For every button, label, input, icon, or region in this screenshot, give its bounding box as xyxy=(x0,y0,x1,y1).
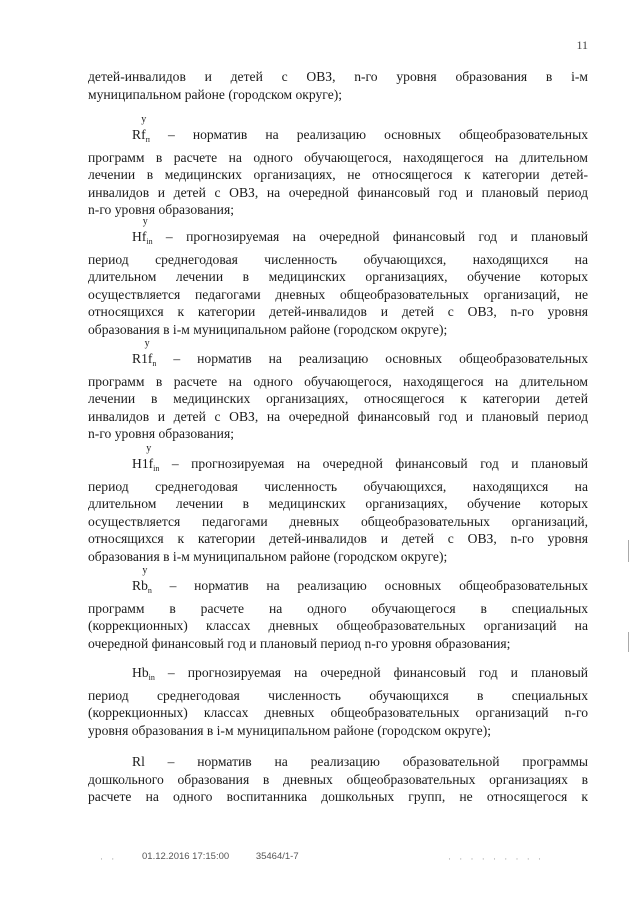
text-line: осуществляется педагогами дневных общеобразовательных организаций, не xyxy=(88,286,588,302)
text-line: расчете на одного воспитанника дошкольных групп, не относящегося к xyxy=(88,789,588,805)
text-line: относящихся к категории детей-инвалидов и детей с ОВЗ, n-го уровня xyxy=(88,304,588,320)
text-line: образования в i-м муниципальном районе (городском округе); xyxy=(88,321,448,337)
formula-symbol: Rl xyxy=(132,754,145,769)
text-line: период среднегодовая численность обучающихся в специальных xyxy=(88,687,588,703)
text-line: лечении в медицинских организациях, относящегося к категории детей xyxy=(88,391,588,407)
formula-symbol: $Hb_{in}$ xyxy=(132,665,155,682)
text-line: (коррекционных) классах дневных общеобразовательных организаций n-го xyxy=(88,705,588,721)
scan-dots-left: · · xyxy=(100,854,118,864)
definition-rf xyxy=(88,114,588,219)
formula-symbol: $H1f_{in}$ у xyxy=(132,443,160,473)
text-line: инвалидов и детей с ОВЗ, на очередной финансовый год и плановый период xyxy=(88,184,588,200)
definition-r1f xyxy=(88,338,588,443)
definition-first-line: $Hf_{in}$ у – прогнозируемая на очередной финансовый год и плановый xyxy=(88,228,588,251)
definition-rl xyxy=(88,753,588,806)
text-line: лечении в медицинских организациях, не относящегося к категории детей- xyxy=(88,167,588,183)
text-line: n-го уровня образования; xyxy=(88,202,234,218)
paragraph-continuation xyxy=(88,68,588,103)
margin-scan-mark xyxy=(628,632,629,652)
text-line: муниципальном районе (городском округе); xyxy=(88,86,343,102)
text-line: относящихся к категории детей-инвалидов и детей с ОВЗ, n-го уровня xyxy=(88,531,588,547)
text-line: образования в i-м муниципальном районе (городском округе); xyxy=(88,548,448,564)
text-line: очередной финансовый год и плановый период n-го уровня образования; xyxy=(88,635,511,651)
text-line: программ в расчете на одного обучающегося, находящегося на длительном xyxy=(88,373,588,389)
scan-dots-right: · · · · · · · · · xyxy=(448,854,544,864)
definition-first-line: $R1f_n$ у – норматив на реализацию основных общеобразовательных xyxy=(88,350,588,373)
formula-symbol: $Hf_{in}$ у xyxy=(132,216,153,246)
text-line: n-го уровня образования; xyxy=(88,426,234,442)
text-line: период среднегодовая численность обучающихся, находящихся на xyxy=(88,251,588,267)
page-number: 11 xyxy=(576,38,588,52)
definition-first-line: $Rb_n$ у – норматив на реализацию основных общеобразовательных xyxy=(88,577,588,600)
definition-hb xyxy=(88,664,588,739)
definition-first-line: $Rf_п$ у – норматив на реализацию основных общеобразовательных xyxy=(88,126,588,149)
text-line: длительном лечении в медицинских организациях, обучение которых xyxy=(88,496,588,512)
text-line: дошкольного образования в дневных общеобразовательных организациях в xyxy=(88,771,588,787)
text-line: программ в расчете на одного обучающегося, находящегося на длительном xyxy=(88,149,588,165)
footer-doc-id: 35464/1-7 xyxy=(255,851,299,862)
margin-scan-mark xyxy=(628,540,629,562)
text-line: (коррекционных) классах дневных общеобразовательных организаций на xyxy=(88,618,588,634)
text-line: программ в расчете на одного обучающегося в специальных xyxy=(88,600,588,616)
text-line: период среднегодовая численность обучающихся, находящихся на xyxy=(88,478,588,494)
definition-hf xyxy=(88,216,588,339)
formula-symbol: $R1f_n$ у xyxy=(132,338,157,368)
definition-first-line: Rl – норматив на реализацию образовательной программы xyxy=(132,754,588,769)
footer-timestamp: 01.12.2016 17:15:00 xyxy=(142,851,230,862)
text-line: длительном лечении в медицинских организациях, обучение которых xyxy=(88,269,588,285)
definition-rb xyxy=(88,565,588,652)
formula-symbol: $Rf_п$ у xyxy=(132,114,150,144)
text-line: детей-инвалидов и детей с ОВЗ, n-го уровня образования в i-м xyxy=(88,69,588,84)
text-line: инвалидов и детей с ОВЗ, на очередной финансовый год и плановый период xyxy=(88,408,588,424)
formula-symbol: $Rb_n$ у xyxy=(132,565,152,595)
text-line: осуществляется педагогами дневных общеобразовательных организаций, xyxy=(88,513,588,529)
definition-first-line: $Hb_{in}$ – прогнозируемая на очередной финансовый год и плановый xyxy=(88,664,588,687)
text-line: уровня образования в i-м муниципальном районе (городском округе); xyxy=(88,722,492,738)
definition-h1f xyxy=(88,443,588,566)
definition-first-line: $H1f_{in}$ у – прогнозируемая на очередной финансовый год и плановый xyxy=(88,455,588,478)
document-footer xyxy=(142,851,299,862)
